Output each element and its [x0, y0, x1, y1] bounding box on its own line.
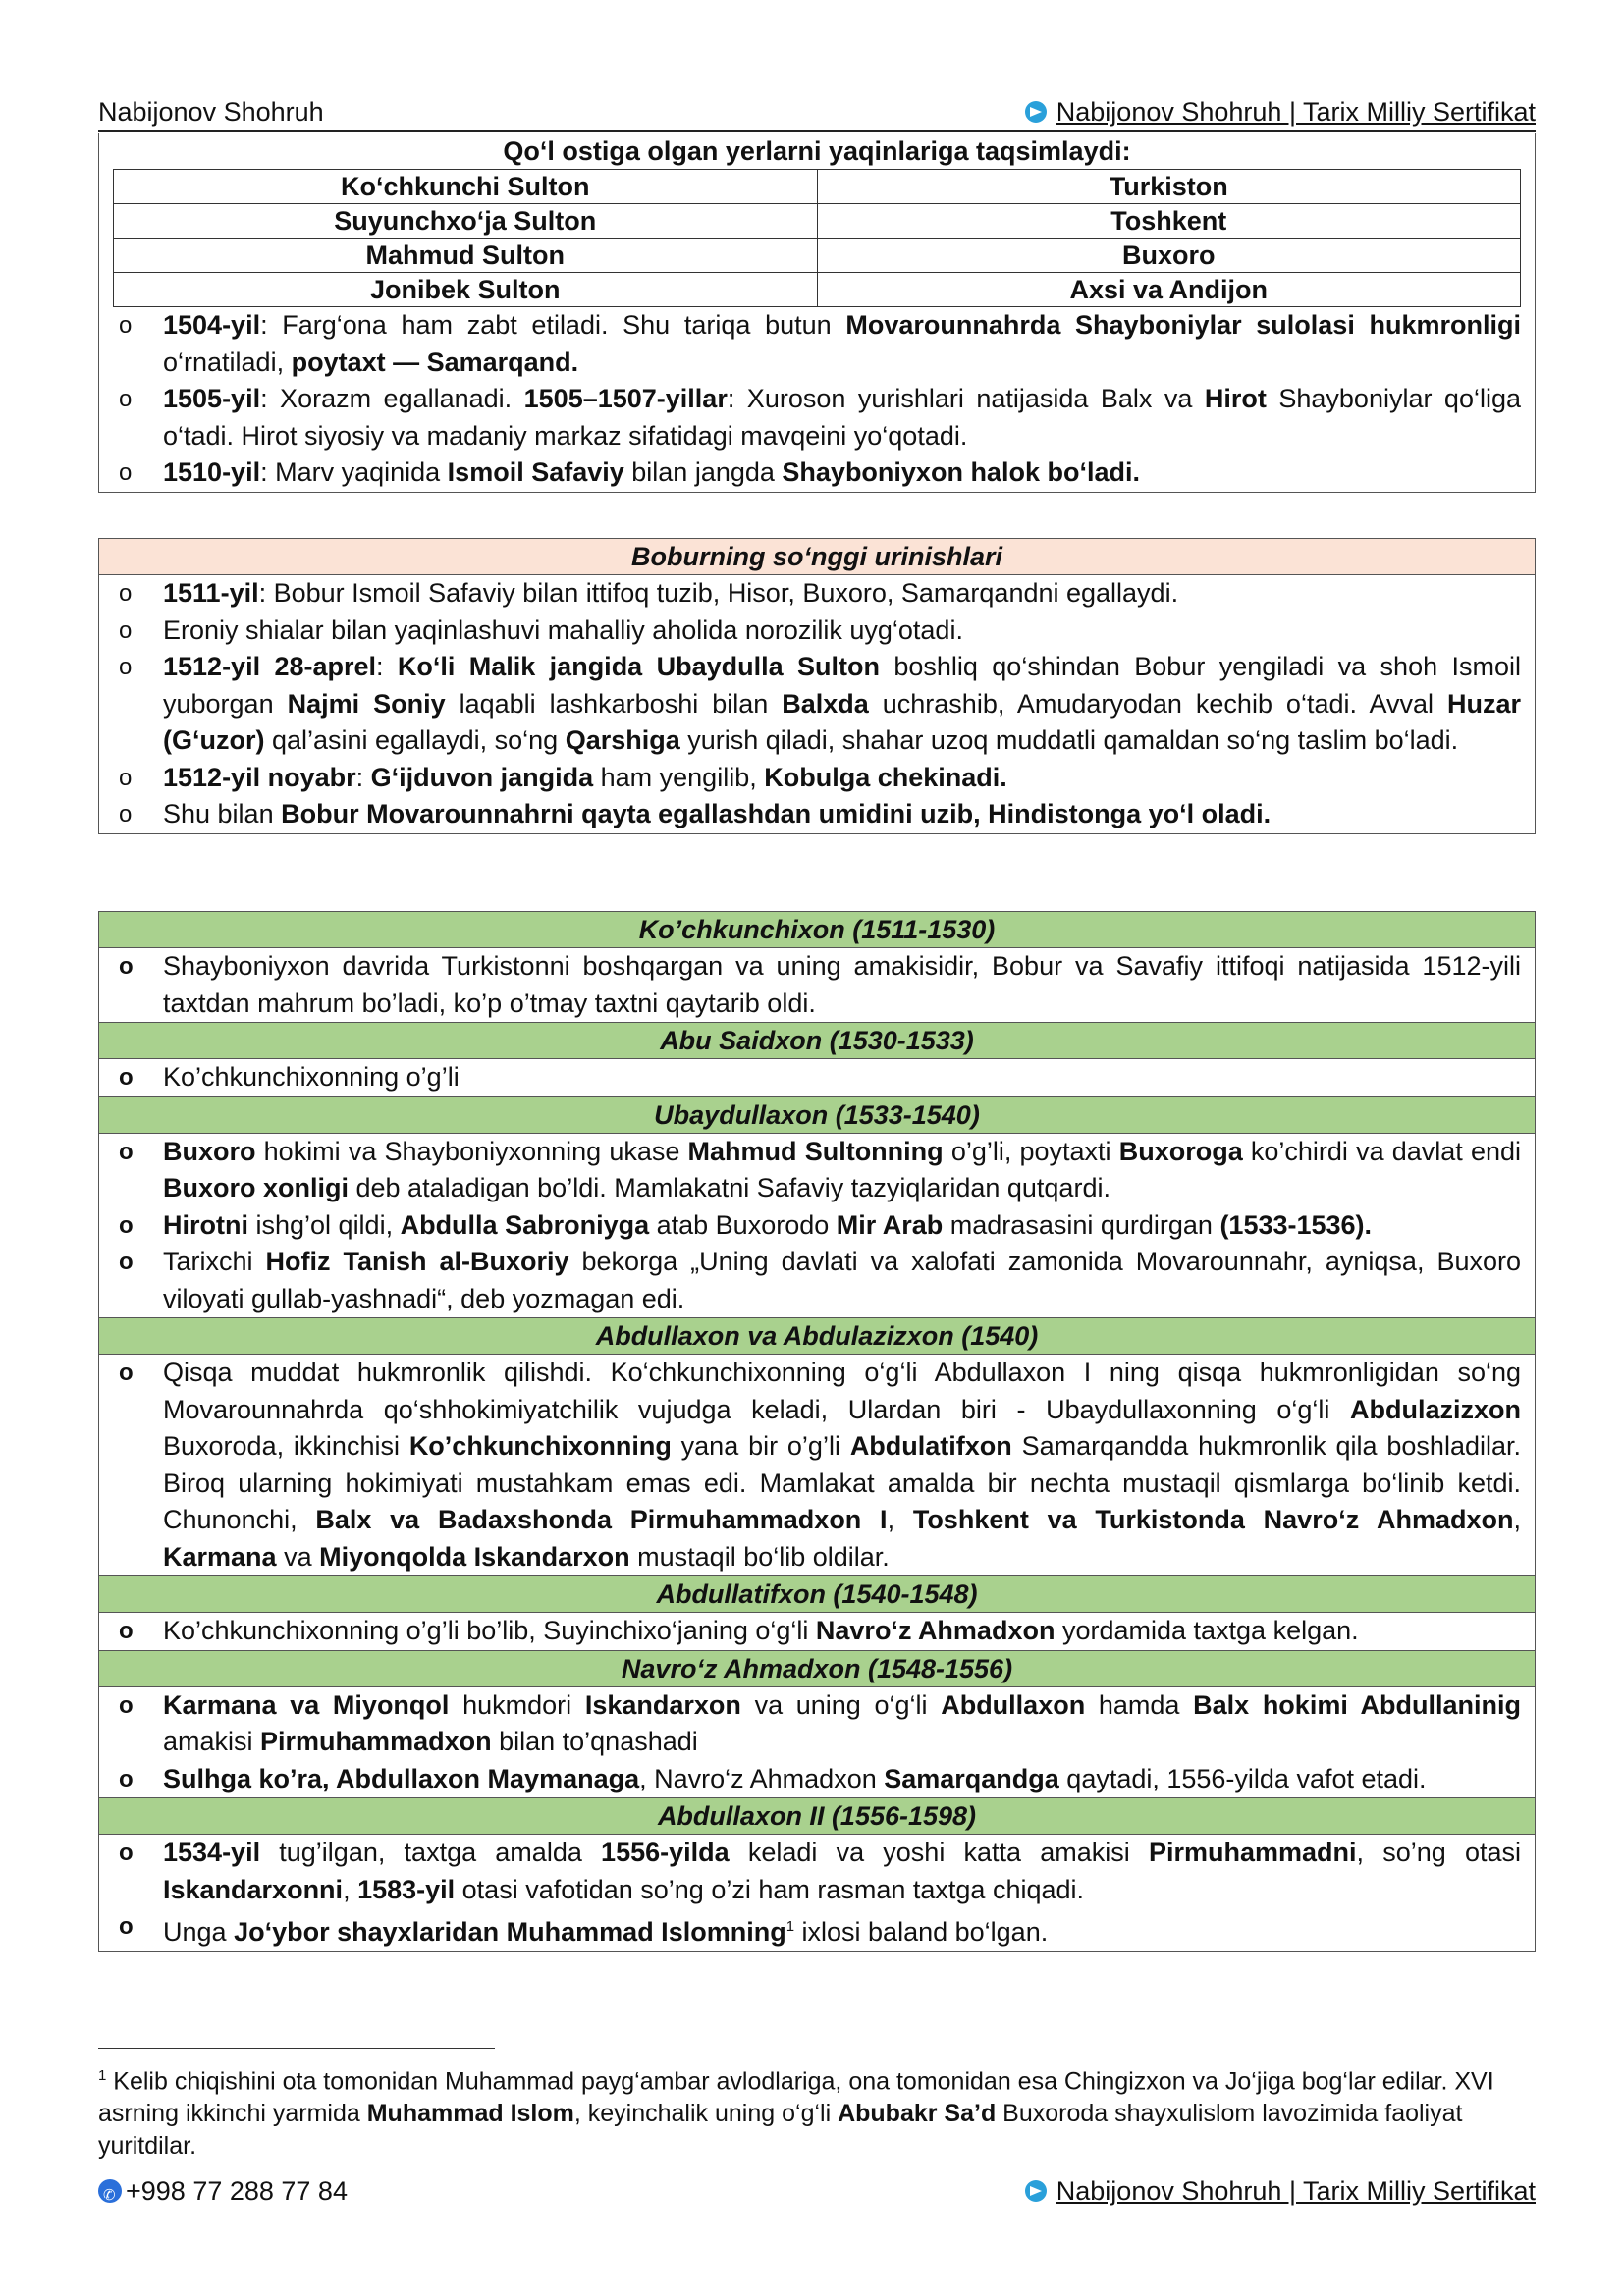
list-item [99, 1908, 1535, 1951]
bold-text: Abubakr Sa’d [838, 2100, 997, 2128]
list-item [99, 1244, 1535, 1317]
territory-title: Qo‘l ostiga olgan yerlarni yaqinlariga taqsimlaydi: [503, 136, 1131, 166]
text: bekorga „Uning davlati va xalofati zamonida Movarounnahr, ayniqsa, Buxoro viloyati gullab-yashnadi“, deb yozmagan edi. [163, 1247, 1521, 1313]
text: , [343, 1874, 358, 1904]
list-item [99, 760, 1535, 797]
text: yordamida taxtga kelgan. [1055, 1616, 1359, 1645]
text: bilan jangda [623, 457, 783, 487]
bold-text: 1511-yil [163, 578, 259, 608]
ruler-section-list [99, 1613, 1535, 1650]
header-author: Nabijonov Shohruh [98, 97, 324, 127]
page-header [98, 96, 1536, 132]
bold-text: Sulhga ko’ra, Abdullaxon Maymanaga [163, 1763, 640, 1793]
text: Shu bilan [163, 799, 282, 828]
bold-text: Abdullaxon [941, 1689, 1086, 1720]
ruler-section-list [99, 948, 1535, 1022]
text: Unga [163, 1917, 235, 1947]
list-item [99, 613, 1535, 650]
list-item [99, 1355, 1535, 1575]
list-item [99, 649, 1535, 760]
text: amakisi [163, 1727, 261, 1756]
bobur-attempts-box [98, 538, 1536, 834]
text: va uning o‘g‘li [740, 1689, 942, 1720]
bold-text: Karmana [163, 1541, 277, 1572]
text: qaytadi, 1556-yilda vafot etadi. [1058, 1763, 1427, 1793]
box2-list [99, 575, 1535, 833]
text: hukmdori [449, 1689, 585, 1720]
text: : [355, 762, 371, 792]
rulers-box [98, 911, 1536, 1952]
text: deb ataladigan bo’ldi. Mamlakatni Safaviy tazyiqlaridan qutqardi. [349, 1173, 1110, 1202]
ruler-section-title: Navro‘z Ahmadxon (1548-1556) [99, 1650, 1535, 1687]
footnote-divider [98, 2048, 495, 2049]
text: : Xorazm egallanadi. [260, 384, 524, 413]
bold-text: Ko‘li Malik jangida Ubaydulla Sulton [397, 652, 880, 681]
bold-text: Qarshiga [565, 725, 680, 755]
bold-text: Pirmuhammadxon [260, 1727, 492, 1756]
phone-icon [98, 2179, 122, 2203]
bold-text: 1512-yil noyabr [163, 762, 356, 792]
bold-text: Karmana va Miyonqol [163, 1689, 450, 1720]
bold-text: Jo‘ybor shayxlaridan Muhammad Islomning [234, 1917, 786, 1947]
ruler-section-title: Abdullatifxon (1540-1548) [99, 1575, 1535, 1613]
ruler-cell: Jonibek Sulton [114, 273, 818, 307]
text: , so’ng otasi [1356, 1838, 1521, 1867]
bold-text: Abdulla Sabroniyga [400, 1209, 650, 1240]
ruler-section-list [99, 1059, 1535, 1096]
bold-text: 1512-yil 28-aprel [163, 652, 377, 681]
text: Shayboniyxon davrida Turkistonni boshqargan va uning amakisidir, Bobur va Savafiy ittifoqi natijasida 1512-yili taxtdan mahrum bo’ladi, ko’p o’tmay taxtni qaytarib oldi. [163, 951, 1521, 1018]
bold-text: 1505–1507-yillar [523, 384, 728, 413]
text: ko’chirdi va davlat endi [1242, 1136, 1522, 1166]
telegram-icon [1025, 2180, 1047, 2202]
bold-text: Iskandarxon [584, 1689, 741, 1720]
bold-text: Bobur Movarounnahrni qayta egallashdan umidini uzib, Hindistonga yo‘l oladi. [281, 799, 1272, 828]
bold-text: 1505-yil [163, 384, 261, 413]
bold-text: 1504-yil [163, 310, 261, 340]
footnote-mark: 1 [785, 1918, 795, 1935]
text: , [1513, 1505, 1521, 1534]
text: bilan to’qnashadi [491, 1727, 698, 1756]
text: otasi vafotidan so’ng o’zi ham rasman taxtga chiqadi. [455, 1874, 1085, 1904]
text: hamda [1085, 1689, 1194, 1720]
list-item [99, 575, 1535, 613]
header-channel-label: Nabijonov Shohruh | Tarix Milliy Sertifikat [1056, 97, 1536, 127]
text: boshliq qo‘shindan Bobur yengiladi va shoh Ismoil yuborgan [163, 652, 1521, 719]
text: Qisqa muddat hukmronlik qilishdi. Ko‘chkunchixonning o‘g‘li Abdullaxon I ning qisqa hukmronligidan so‘ng Movarounnahrda qo‘shhokimiyatchilik vujudga keladi, Ulardan biri - Ubaydullaxonning o‘g‘li [163, 1358, 1521, 1424]
bold-text: Muhammad Islom [366, 2100, 574, 2128]
bold-text: Hirot [1204, 384, 1267, 413]
ruler-cell: Suyunchxo‘ja Sulton [114, 204, 818, 239]
list-item [99, 454, 1535, 492]
list-item [99, 1687, 1535, 1761]
header-channel-link[interactable] [1025, 96, 1536, 128]
footer-phone[interactable] [98, 2175, 348, 2207]
region-cell: Axsi va Andijon [817, 273, 1521, 307]
bold-text: (1533-1536). [1219, 1209, 1373, 1240]
text: atab Buxorodo [649, 1209, 837, 1240]
territory-table [113, 169, 1521, 307]
text: Ko’chkunchixonning o’g’li bo’lib, Suyinchixo‘janing o‘g‘li [163, 1616, 816, 1645]
text: yurish qiladi, shahar uzoq muddatli qamaldan so‘ng taslim bo‘ladi. [679, 725, 1459, 755]
page-footer [98, 2175, 1536, 2207]
bold-text: G‘ijduvon jangida [370, 762, 594, 792]
table-row [114, 170, 1521, 204]
box1-list [99, 307, 1535, 492]
text: , keyinchalik uning o‘g‘li [573, 2100, 839, 2128]
text: yana bir o’g’li [671, 1431, 850, 1461]
bold-text: Balxda [782, 688, 869, 719]
bold-text: Navro‘z Ahmadxon [815, 1616, 1056, 1645]
text: : Marv yaqinida [260, 457, 448, 487]
bold-text: Ko’chkunchixonning [408, 1431, 672, 1461]
text: Eroniy shialar bilan yaqinlashuvi mahalliy aholida norozilik uyg‘otadi. [163, 614, 963, 645]
text: : Bobur Ismoil Safaviy bilan ittifoq tuzib, Hisor, Buxoro, Samarqandni egallaydi. [258, 578, 1179, 608]
bold-text: Shayboniyxon halok bo‘ladi. [782, 457, 1140, 487]
bold-text: Kobulga chekinadi. [764, 762, 1007, 792]
bobur-section-title: Boburning so‘nggi urinishlari [99, 539, 1535, 575]
text: Ko’chkunchixonning o’g’li [163, 1062, 460, 1092]
bold-text: Hofiz Tanish al-Buxoriy [265, 1247, 569, 1276]
ruler-section-list [99, 1134, 1535, 1318]
footnote [98, 2059, 1536, 2163]
ruler-section-title: Abdullaxon II (1556-1598) [99, 1797, 1535, 1835]
text: o‘rnatiladi, [163, 347, 292, 377]
region-cell: Toshkent [817, 204, 1521, 239]
text: , [887, 1505, 913, 1534]
bold-text: 1583-yil [357, 1874, 456, 1904]
list-item [99, 948, 1535, 1022]
bold-text: Najmi Soniy [287, 688, 446, 719]
text: ham yengilib, [593, 762, 765, 792]
footer-channel-label: Nabijonov Shohruh | Tarix Milliy Sertifikat [1056, 2176, 1536, 2206]
text: Shayboniylar qo‘liga o‘tadi. Hirot siyosiy va madaniy markaz sifatidagi mavqeini yo‘qotadi. [163, 384, 1521, 451]
bold-text: poytaxt — Samarqand. [291, 347, 579, 377]
text: Samarqandda hukmronlik qila boshladilar. Biroq ularning hokimiyati mustahkam emas edi. Mamlakat amalda bir nechta mustaqil qismlarga bo‘linib ketdi. Chunonchi, [163, 1431, 1521, 1534]
list-item [99, 1207, 1535, 1245]
bold-text: Buxoro [163, 1136, 256, 1166]
text: : Xuroson yurishlari natijasida Balx va [727, 384, 1205, 413]
bold-text: Mir Arab [836, 1209, 944, 1240]
text: , Navro‘z Ahmadxon [639, 1763, 885, 1793]
text: madrasasini qurdirgan [943, 1209, 1220, 1240]
bold-text: Movarounnahrda Shayboniylar sulolasi hukmronligi [845, 310, 1521, 340]
bold-text: Pirmuhammadni [1148, 1838, 1357, 1867]
bold-text: 1510-yil [163, 457, 261, 487]
text: qal’asini egallaydi, so‘ng [264, 725, 566, 755]
table-row [114, 204, 1521, 239]
footer-channel-link[interactable] [1025, 2175, 1536, 2207]
footer-phone-number: +998 77 288 77 84 [126, 2176, 348, 2206]
ruler-section-title: Abu Saidxon (1530-1533) [99, 1022, 1535, 1059]
list-item [99, 1059, 1535, 1096]
bold-text: Balx va Badaxshonda Pirmuhammadxon I [315, 1505, 888, 1534]
bold-text: Toshkent va Turkistonda Navro‘z Ahmadxon [912, 1505, 1514, 1534]
list-item [99, 307, 1535, 381]
bold-text: Huzar (G‘uzor) [163, 688, 1522, 755]
text: Kelib chiqishini ota tomonidan Muhammad payg‘ambar avlodlariga, ona tomonidan esa Chingizxon va Jo‘jiga bog‘lar edilar. XVI asrning ikkinchi yarmida [98, 2067, 1494, 2128]
ruler-section-list [99, 1687, 1535, 1798]
text: keladi va yoshi katta amakisi [729, 1838, 1149, 1867]
telegram-icon [1025, 101, 1047, 123]
region-cell: Buxoro [817, 239, 1521, 273]
ruler-section-title: Ko’chkunchixon (1511-1530) [99, 912, 1535, 948]
list-item [99, 1761, 1535, 1798]
text: ixlosi baland bo‘lgan. [794, 1917, 1049, 1947]
bold-text: Balx hokimi Abdullaninig [1193, 1689, 1521, 1720]
text: Tarixchi [163, 1247, 266, 1276]
table-row [114, 239, 1521, 273]
bold-text: Ismoil Safaviy [447, 457, 624, 487]
bold-text: Mahmud Sultonning [687, 1136, 944, 1166]
region-cell: Turkiston [817, 170, 1521, 204]
bold-text: Iskandarxonni [163, 1874, 344, 1904]
list-item [99, 1134, 1535, 1207]
footnote-mark: 1 [98, 2067, 107, 2084]
list-item [99, 796, 1535, 833]
bold-text: Abdulazizxon [1350, 1394, 1521, 1424]
territory-distribution-box [98, 133, 1536, 493]
text: hokimi va Shayboniyxonning ukase [255, 1136, 688, 1166]
ruler-section-list [99, 1355, 1535, 1575]
text: : Farg‘ona ham zabt etiladi. Shu tariqa butun [260, 310, 846, 340]
list-item [99, 1835, 1535, 1908]
ruler-section-title: Abdullaxon va Abdulazizxon (1540) [99, 1317, 1535, 1355]
text: laqabli lashkarboshi bilan [445, 688, 783, 719]
bold-text: Buxoroga [1118, 1136, 1243, 1166]
bold-text: Hirotni [163, 1209, 248, 1240]
bold-text: Samarqandga [884, 1763, 1059, 1793]
text: ishg’ol qildi, [248, 1209, 401, 1240]
list-item [99, 1613, 1535, 1650]
bold-text: 1534-yil [163, 1838, 261, 1867]
text: tug’ilgan, taxtga amalda [260, 1838, 602, 1867]
ruler-section-title: Ubaydullaxon (1533-1540) [99, 1096, 1535, 1134]
table-row [114, 273, 1521, 307]
bold-text: Buxoro xonligi [163, 1173, 349, 1202]
list-item [99, 381, 1535, 454]
bold-text: 1556-yilda [601, 1838, 730, 1867]
ruler-cell: Ko‘chkunchi Sulton [114, 170, 818, 204]
text: : [376, 652, 398, 681]
text: Buxoroda shayxulislom lavozimida faoliyat yuritdilar. [98, 2100, 1463, 2161]
ruler-section-list [99, 1835, 1535, 1951]
text: uchrashib, Amudaryodan kechib o‘tadi. Avval [868, 688, 1447, 719]
bold-text: Abdulatifxon [849, 1431, 1012, 1461]
text: va [276, 1541, 320, 1572]
ruler-cell: Mahmud Sulton [114, 239, 818, 273]
text: mustaqil bo‘lib oldilar. [629, 1541, 890, 1572]
bold-text: Miyonqolda Iskandarxon [319, 1541, 630, 1572]
text: Buxoroda, ikkinchisi [163, 1431, 409, 1461]
text: o’g’li, poytaxti [943, 1136, 1119, 1166]
